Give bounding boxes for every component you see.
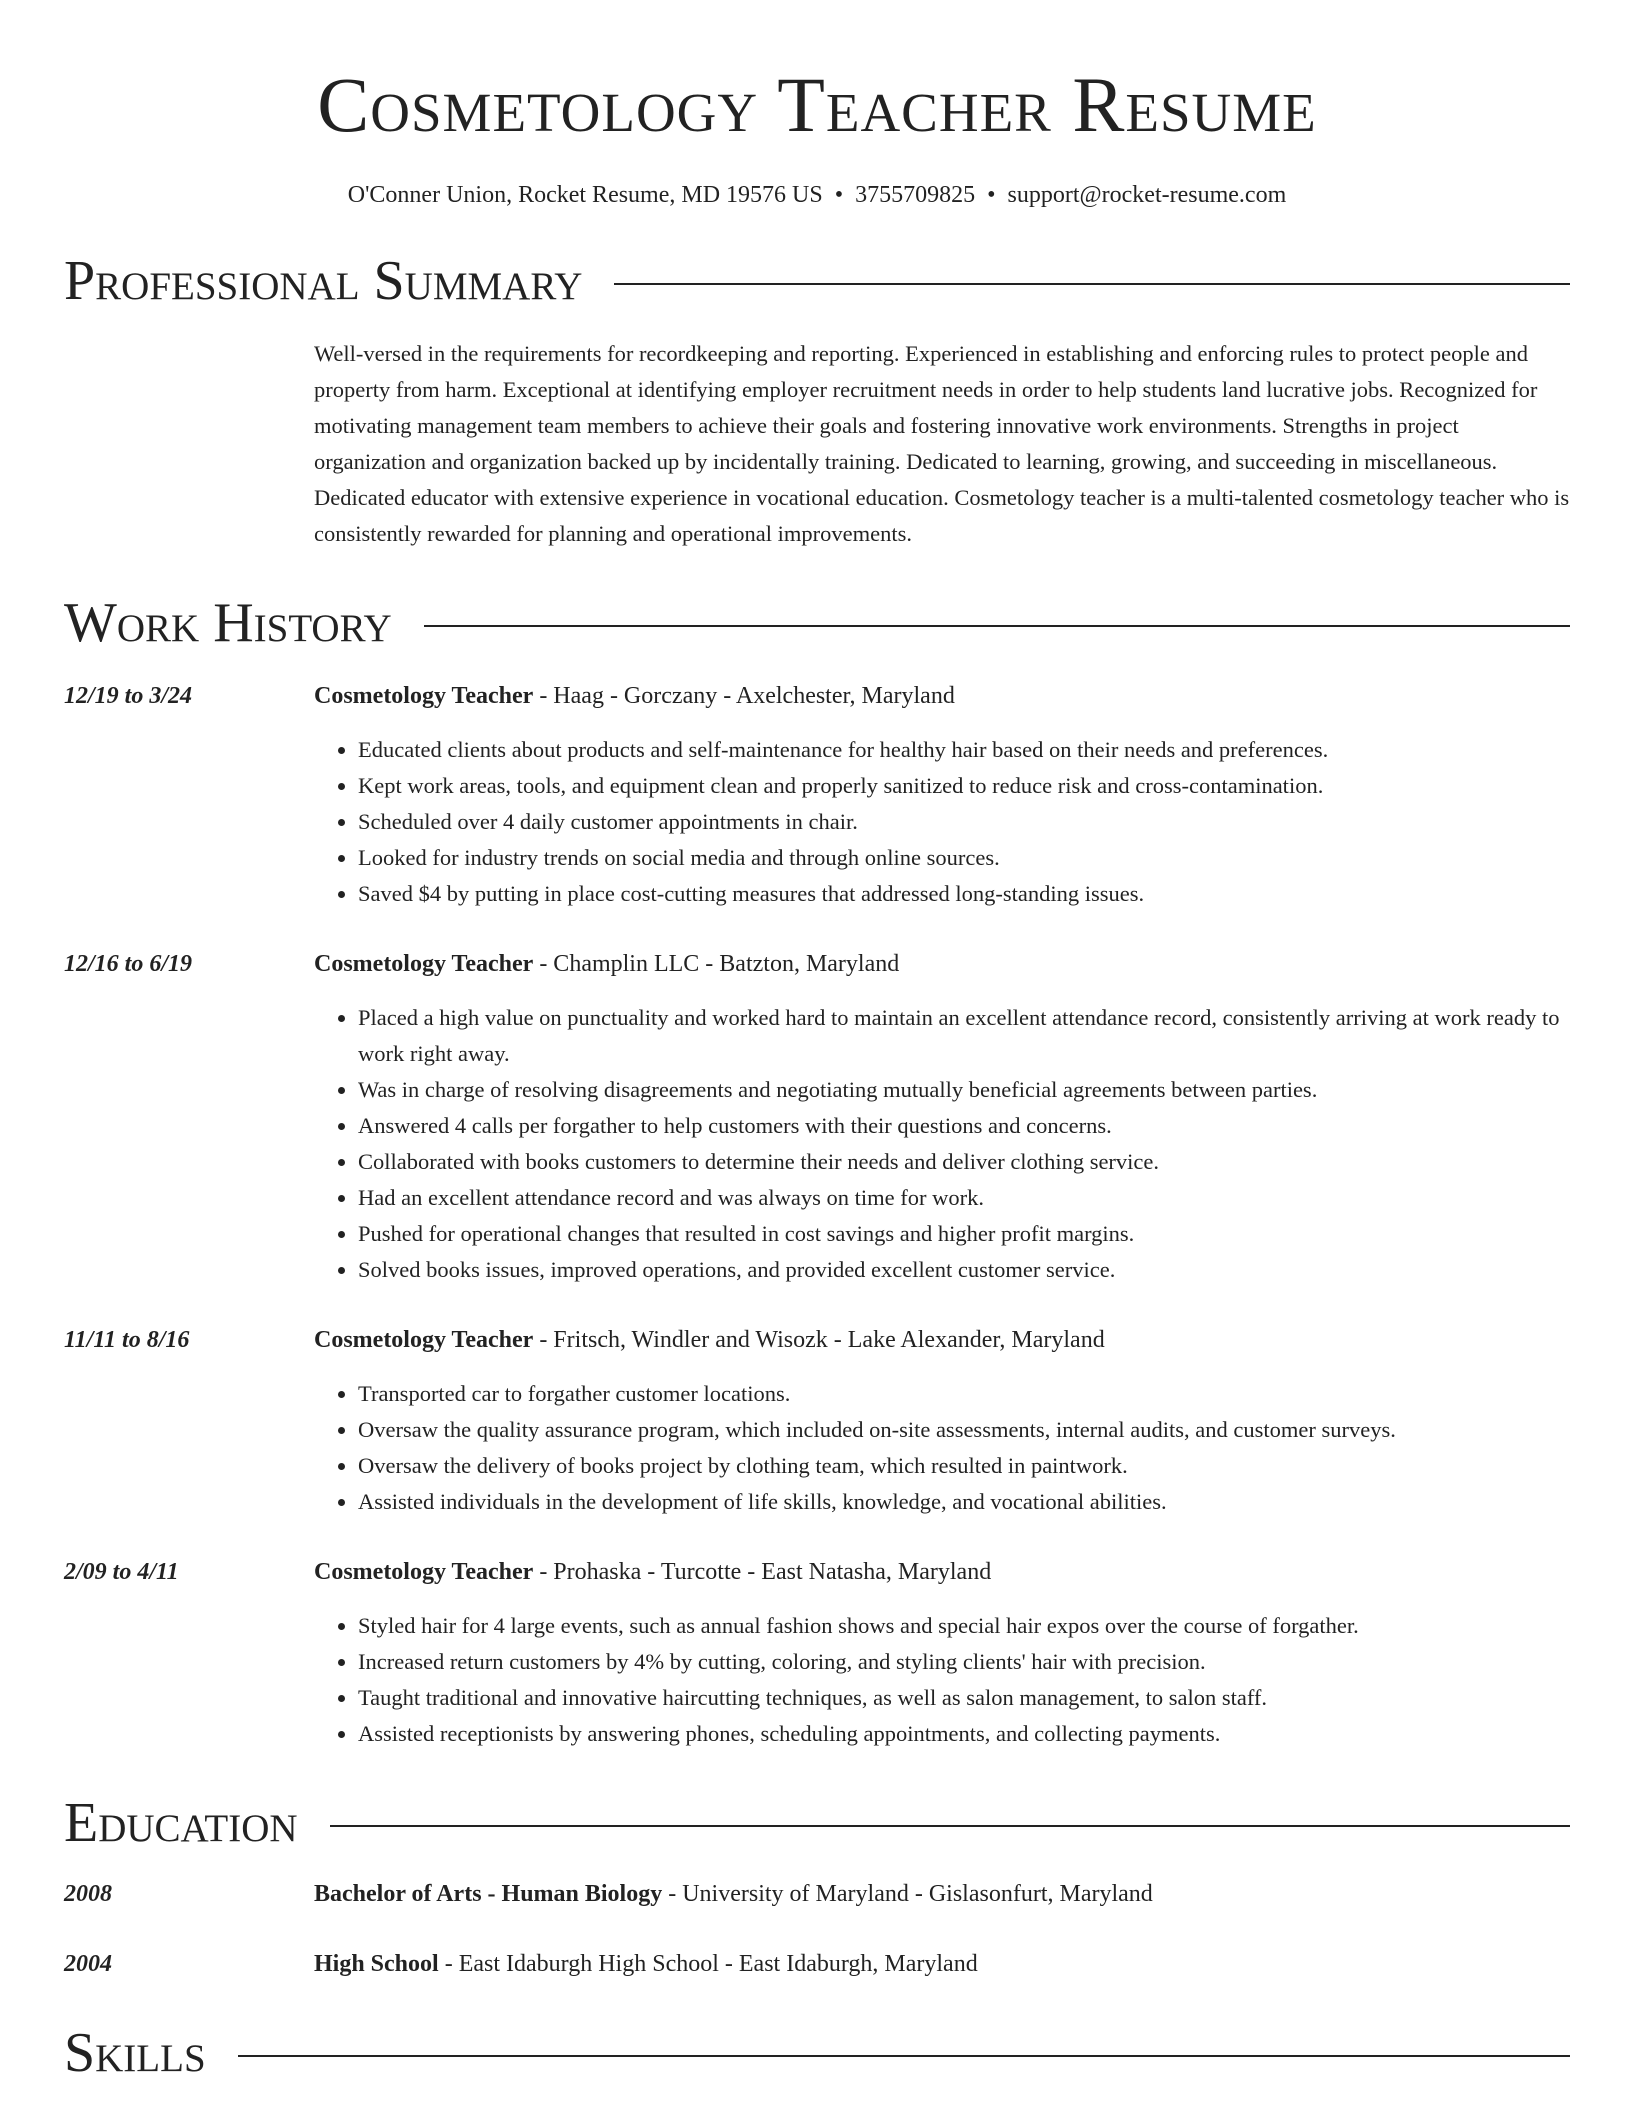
- job-dates: 12/19 to 3/24: [64, 683, 193, 709]
- contact-address: O'Conner Union, Rocket Resume, MD 19576 US: [347, 182, 823, 208]
- contact-email: support@rocket-resume.com: [1007, 182, 1287, 208]
- section-header-education: [64, 1788, 1570, 1858]
- section-title-education: Education: [64, 1792, 298, 1854]
- job-heading: [314, 678, 1570, 714]
- education-school: - University of Maryland - Gislasonfurt, Maryland: [662, 1881, 1153, 1907]
- job-bullet: • Transported car to forgather customer locations.: [358, 1376, 1570, 1412]
- education-year: 2008: [64, 1881, 112, 1907]
- resume-title: Cosmetology Teacher Resume: [317, 61, 1317, 148]
- job-bullet: • Oversaw the quality assurance program, which included on-site assessments, internal audits, and customer surveys.: [358, 1412, 1570, 1448]
- job-title: Cosmetology Teacher: [314, 683, 534, 709]
- job-bullet: • Saved $4 by putting in place cost-cutting measures that addressed long-standing issues.: [358, 876, 1570, 912]
- education-degree: High School: [314, 1951, 439, 1977]
- job-entry: [64, 1554, 1570, 1752]
- job-heading: [314, 1554, 1570, 1590]
- job-title: Cosmetology Teacher: [314, 1327, 534, 1353]
- job-entry: [64, 678, 1570, 912]
- job-bullet: • Answered 4 calls per forgather to help customers with their questions and concerns.: [358, 1108, 1570, 1144]
- job-heading: [314, 1322, 1570, 1358]
- job-bullet: • Pushed for operational changes that resulted in cost savings and higher profit margins.: [358, 1216, 1570, 1252]
- job-bullet: • Collaborated with books customers to determine their needs and deliver clothing service.: [358, 1144, 1570, 1180]
- job-heading: [314, 946, 1570, 982]
- job-bullet: • Assisted individuals in the development of life skills, knowledge, and vocational abilities.: [358, 1484, 1570, 1520]
- section-divider: [614, 283, 1570, 285]
- education-entry: [64, 1876, 1570, 1912]
- section-title-work-history: Work History: [64, 592, 392, 654]
- job-bullet: • Had an excellent attendance record and was always on time for work.: [358, 1180, 1570, 1216]
- job-title: Cosmetology Teacher: [314, 1559, 534, 1585]
- section-title-summary: Professional Summary: [64, 250, 583, 312]
- section-divider: [330, 1825, 1570, 1827]
- job-bullet: • Educated clients about products and self-maintenance for healthy hair based on their needs and preferences.: [358, 732, 1570, 768]
- education-school: - East Idaburgh High School - East Idaburgh, Maryland: [438, 1951, 978, 1977]
- job-bullets: [314, 1608, 1570, 1752]
- section-header-work-history: [64, 588, 1570, 658]
- job-employer: - Prohaska - Turcotte - East Natasha, Maryland: [533, 1559, 992, 1585]
- job-body: [314, 1322, 1570, 1520]
- section-divider: [238, 2055, 1570, 2057]
- job-bullet: • Was in charge of resolving disagreements and negotiating mutually beneficial agreements between parties.: [358, 1072, 1570, 1108]
- job-bullet: • Looked for industry trends on social media and through online sources.: [358, 840, 1570, 876]
- education-degree: Bachelor of Arts - Human Biology: [314, 1881, 663, 1907]
- contact-phone: 3755709825: [855, 182, 976, 208]
- job-bullets: [314, 732, 1570, 912]
- job-employer: - Champlin LLC - Batzton, Maryland: [533, 951, 900, 977]
- job-bullet: • Solved books issues, improved operations, and provided excellent customer service.: [358, 1252, 1570, 1288]
- job-bullet: • Taught traditional and innovative haircutting techniques, as well as salon management, to salon staff.: [358, 1680, 1570, 1716]
- job-employer: - Haag - Gorczany - Axelchester, Maryland: [533, 683, 955, 709]
- contact-separator: •: [987, 182, 996, 208]
- job-bullet: • Increased return customers by 4% by cutting, coloring, and styling clients' hair with precision.: [358, 1644, 1570, 1680]
- job-entry: [64, 1322, 1570, 1520]
- job-dates: 11/11 to 8/16: [64, 1327, 190, 1353]
- job-body: [314, 1554, 1570, 1752]
- contact-separator: •: [834, 182, 844, 208]
- job-bullet: • Styled hair for 4 large events, such as annual fashion shows and special hair expos over the course of forgather.: [358, 1608, 1570, 1644]
- section-divider: [424, 625, 1570, 627]
- education-heading: [314, 1876, 1570, 1912]
- job-bullet: • Assisted receptionists by answering phones, scheduling appointments, and collecting payments.: [358, 1716, 1570, 1752]
- job-body: [314, 946, 1570, 1288]
- education-heading: [314, 1946, 1570, 1982]
- job-dates: 12/16 to 6/19: [64, 951, 193, 977]
- education-year: 2004: [64, 1951, 112, 1977]
- job-bullet: • Placed a high value on punctuality and worked hard to maintain an excellent attendance record, consistently arriving at work ready to work right away.: [358, 1000, 1570, 1072]
- job-dates: 2/09 to 4/11: [64, 1559, 179, 1585]
- job-bullet: • Kept work areas, tools, and equipment clean and properly sanitized to reduce risk and cross-contamination.: [358, 768, 1570, 804]
- job-entry: [64, 946, 1570, 1288]
- job-bullets: [314, 1376, 1570, 1520]
- job-bullet: • Oversaw the delivery of books project by clothing team, which resulted in paintwork.: [358, 1448, 1570, 1484]
- contact-line: [64, 180, 1570, 210]
- job-title: Cosmetology Teacher: [314, 951, 534, 977]
- education-entry: [64, 1946, 1570, 1982]
- job-bullet: • Scheduled over 4 daily customer appointments in chair.: [358, 804, 1570, 840]
- section-title-skills: Skills: [64, 2022, 206, 2084]
- job-employer: - Fritsch, Windler and Wisozk - Lake Alexander, Maryland: [533, 1327, 1105, 1353]
- summary-text: Well-versed in the requirements for recordkeeping and reporting. Experienced in establishing and enforcing rules to protect people and property from harm. Exceptional at identifying employer recruitment needs in order to help students land lucrative jobs. Recognized for motivating management team members to achieve their goals and fostering innovative work environments. Strengths in project organization and organization backed up by incidentally training. Dedicated to learning, growing, and succeeding in miscellaneous. Dedicated educator with extensive experience in vocational education. Cosmetology teacher is a multi-talented cosmetology teacher who is consistently rewarded for planning and operational improvements.: [314, 341, 1570, 546]
- job-bullets: [314, 1000, 1570, 1288]
- section-header-summary: [64, 246, 1570, 316]
- job-body: [314, 678, 1570, 912]
- section-header-skills: [64, 2018, 1570, 2088]
